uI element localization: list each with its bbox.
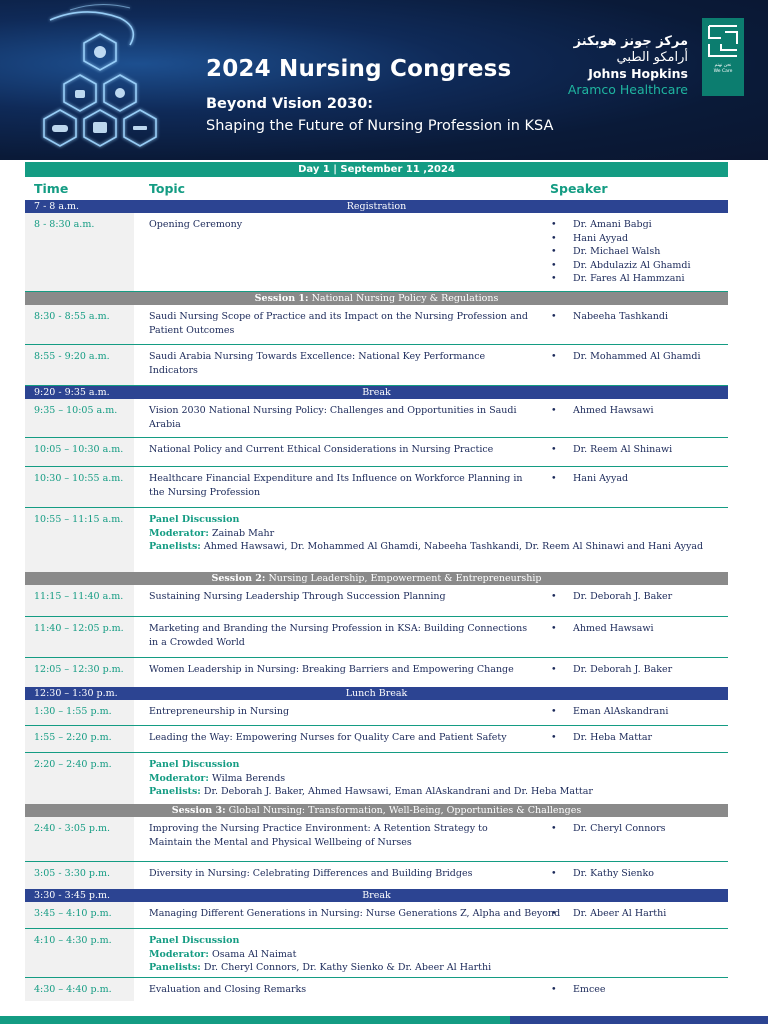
band-label: Lunch Break bbox=[345, 688, 408, 699]
moderator-name: Wilma Berends bbox=[211, 772, 286, 784]
moderator-label: Moderator: bbox=[149, 772, 209, 784]
row-topic: Sustaining Nursing Leadership Through Succession Planning bbox=[149, 591, 446, 602]
footer-navy-segment bbox=[510, 1016, 768, 1024]
row-time: 2:20 – 2:40 p.m. bbox=[25, 753, 134, 804]
row-topic: Healthcare Financial Expenditure and Its Influence on Workforce Planning in the Nursing Profession bbox=[149, 473, 523, 498]
row-topic: Women Leadership in Nursing: Breaking Barriers and Empowering Change bbox=[149, 664, 514, 675]
page-title: 2024 Nursing Congress bbox=[206, 56, 512, 82]
logo-tagline bbox=[714, 63, 733, 75]
logo-arabic-line-2: أرامكو الطبي bbox=[616, 50, 688, 65]
logo-tagline-english: We Care bbox=[713, 69, 733, 74]
speaker-item: • Eman AlAskandrani bbox=[551, 705, 668, 719]
panelists-names: Dr. Deborah J. Baker, Ahmed Hawsawi, Eman AlAskandrani and Dr. Heba Mattar bbox=[203, 786, 593, 797]
panelists-names: Ahmed Hawsawi, Dr. Mohammed Al Ghamdi, Nabeeha Tashkandi, Dr. Reem Al Shinawi and Hani Ayyad bbox=[203, 541, 704, 552]
session-3-band bbox=[25, 804, 728, 817]
row-topic: Managing Different Generations in Nursing: Nurse Generations Z, Alpha and Beyond bbox=[149, 908, 561, 919]
panel-heading: Panel Discussion bbox=[149, 759, 240, 770]
panelists-label: Panelists: bbox=[149, 786, 201, 797]
row-time: 10:05 – 10:30 a.m. bbox=[25, 438, 134, 466]
speaker-item: • Emcee bbox=[551, 983, 606, 997]
speaker-item: • Ahmed Hawsawi bbox=[551, 404, 654, 418]
row-speakers bbox=[551, 218, 690, 286]
row-time: 1:55 – 2:20 p.m. bbox=[25, 726, 134, 752]
break-band bbox=[25, 889, 728, 902]
band-time: 7 - 8 a.m. bbox=[34, 201, 80, 212]
table-row bbox=[25, 978, 728, 1001]
speaker-item: • Hani Ayyad bbox=[551, 472, 628, 486]
break-band bbox=[25, 386, 728, 399]
speaker-item: • Ahmed Hawsawi bbox=[551, 622, 654, 636]
row-time: 11:15 – 11:40 a.m. bbox=[25, 585, 134, 616]
row-time: 2:40 - 3:05 p.m. bbox=[25, 817, 134, 861]
row-time: 1:30 – 1:55 p.m. bbox=[25, 700, 134, 725]
day-label: Day 1 | September 11 ,2024 bbox=[25, 162, 728, 177]
table-row bbox=[25, 399, 728, 438]
speaker-item: • Dr. Abeer Al Harthi bbox=[551, 907, 666, 921]
moderator-name: Osama Al Naimat bbox=[211, 948, 297, 960]
table-row bbox=[25, 467, 728, 508]
speaker-item: • Dr. Deborah J. Baker bbox=[551, 663, 672, 677]
session-label: Session 3: bbox=[171, 805, 226, 816]
panel-discussion-row bbox=[25, 929, 728, 978]
table-row bbox=[25, 902, 728, 929]
speaker-item: • Nabeeha Tashkandi bbox=[551, 310, 668, 324]
column-header-topic: Topic bbox=[149, 181, 186, 196]
session-title: Nursing Leadership, Empowerment & Entrepreneurship bbox=[268, 573, 542, 584]
table-row bbox=[25, 305, 728, 345]
table-row bbox=[25, 438, 728, 467]
session-title: National Nursing Policy & Regulations bbox=[311, 293, 499, 304]
lunch-break-band bbox=[25, 687, 728, 700]
speaker-item: • Hani Ayyad bbox=[551, 232, 690, 246]
band-label: Break bbox=[362, 387, 391, 398]
speaker-item: • Dr. Kathy Sienko bbox=[551, 867, 654, 881]
table-row bbox=[25, 700, 728, 726]
logo-mark-icon bbox=[706, 22, 740, 60]
row-time: 8:55 - 9:20 a.m. bbox=[25, 345, 134, 385]
table-row bbox=[25, 585, 728, 617]
session-1-band bbox=[25, 292, 728, 305]
panelists-label: Panelists: bbox=[149, 962, 201, 973]
logo-tagline-arabic: نحن نهتم bbox=[714, 63, 732, 68]
row-time: 12:05 – 12:30 p.m. bbox=[25, 658, 134, 687]
moderator-label: Moderator: bbox=[149, 948, 209, 960]
speaker-item: • Dr. Amani Babgi bbox=[551, 218, 690, 232]
speaker-item: • Dr. Mohammed Al Ghamdi bbox=[551, 350, 701, 364]
row-topic: Diversity in Nursing: Celebrating Differences and Building Bridges bbox=[149, 868, 473, 879]
schedule-table bbox=[25, 162, 728, 1001]
org-logo-text bbox=[568, 34, 688, 98]
moderator-label: Moderator: bbox=[149, 527, 209, 539]
table-row bbox=[25, 345, 728, 386]
speaker-item: • Dr. Michael Walsh bbox=[551, 245, 690, 259]
speaker-item: • Dr. Heba Mattar bbox=[551, 731, 652, 745]
session-title: Global Nursing: Transformation, Well-Being, Opportunities & Challenges bbox=[228, 805, 582, 816]
logo-johns-hopkins: Johns Hopkins bbox=[588, 66, 688, 81]
row-topic: Entrepreneurship in Nursing bbox=[149, 706, 290, 717]
subtitle-line-1: Beyond Vision 2030: bbox=[206, 96, 374, 112]
org-logo-mark bbox=[702, 18, 744, 96]
band-label: Break bbox=[362, 890, 391, 901]
row-topic: Saudi Arabia Nursing Towards Excellence: National Key Performance Indicators bbox=[149, 351, 486, 376]
speaker-item: • Dr. Fares Al Hammzani bbox=[551, 272, 690, 286]
row-topic: Saudi Nursing Scope of Practice and its Impact on the Nursing Profession and Patient Outcomes bbox=[149, 311, 528, 336]
band-time: 3:30 - 3:45 p.m. bbox=[34, 890, 111, 901]
moderator-name: Zainab Mahr bbox=[211, 527, 275, 539]
table-row bbox=[25, 862, 728, 889]
row-time: 8:30 - 8:55 a.m. bbox=[25, 305, 134, 344]
row-time: 11:40 – 12:05 p.m. bbox=[25, 617, 134, 657]
logo-aramco-healthcare: Aramco Healthcare bbox=[567, 82, 688, 97]
session-label: Session 2: bbox=[211, 573, 266, 584]
row-time: 3:45 – 4:10 p.m. bbox=[25, 902, 134, 928]
panel-discussion-row bbox=[25, 753, 728, 804]
panelists-names: Dr. Cheryl Connors, Dr. Kathy Sienko & Dr. Abeer Al Harthi bbox=[203, 962, 492, 973]
column-header-time: Time bbox=[34, 181, 69, 196]
band-time: 9:20 - 9:35 a.m. bbox=[34, 387, 110, 398]
session-2-band bbox=[25, 572, 728, 585]
speaker-item: • Dr. Reem Al Shinawi bbox=[551, 443, 672, 457]
row-topic: Vision 2030 National Nursing Policy: Challenges and Opportunities in Saudi Arabia bbox=[149, 405, 517, 430]
row-topic: Evaluation and Closing Remarks bbox=[149, 984, 307, 995]
row-time: 10:55 – 11:15 a.m. bbox=[25, 508, 134, 572]
logo-arabic-line-1: مركز جونز هوبكنز bbox=[573, 34, 688, 49]
speaker-item: • Dr. Deborah J. Baker bbox=[551, 590, 672, 604]
session-label: Session 1: bbox=[254, 293, 309, 304]
footer-teal-segment bbox=[0, 1016, 510, 1024]
row-time: 4:10 – 4:30 p.m. bbox=[25, 929, 134, 977]
footer-bar bbox=[0, 1016, 768, 1024]
table-row bbox=[25, 617, 728, 658]
row-topic: National Policy and Current Ethical Considerations in Nursing Practice bbox=[149, 444, 494, 455]
panel-heading: Panel Discussion bbox=[149, 514, 240, 525]
row-time: 3:05 - 3:30 p.m. bbox=[25, 862, 134, 889]
row-time: 10:30 – 10:55 a.m. bbox=[25, 467, 134, 507]
table-row bbox=[25, 726, 728, 753]
table-row bbox=[25, 213, 728, 292]
panelists-label: Panelists: bbox=[149, 541, 201, 552]
band-time: 12:30 – 1:30 p.m. bbox=[34, 688, 118, 699]
registration-band bbox=[25, 200, 728, 213]
header-banner bbox=[0, 0, 768, 160]
band-label: Registration bbox=[346, 201, 407, 212]
column-headers bbox=[25, 177, 728, 200]
column-header-speaker: Speaker bbox=[550, 181, 608, 196]
healthcare-hexagon-icon bbox=[30, 0, 190, 160]
speaker-item: • Dr. Cheryl Connors bbox=[551, 822, 666, 836]
table-row bbox=[25, 817, 728, 862]
table-row bbox=[25, 658, 728, 687]
row-time: 9:35 – 10:05 a.m. bbox=[25, 399, 134, 437]
row-time: 8 - 8:30 a.m. bbox=[25, 213, 134, 291]
subtitle-line-2: Shaping the Future of Nursing Profession in KSA bbox=[206, 118, 554, 134]
row-topic: Improving the Nursing Practice Environment: A Retention Strategy to Maintain the Mental and Physical Wellbeing of Nurses bbox=[149, 823, 488, 848]
row-topic: Marketing and Branding the Nursing Profession in KSA: Building Connections in a Crowded World bbox=[149, 623, 528, 648]
row-time: 4:30 – 4:40 p.m. bbox=[25, 978, 134, 1001]
panel-discussion-row bbox=[25, 508, 728, 572]
row-topic: Leading the Way: Empowering Nurses for Quality Care and Patient Safety bbox=[149, 732, 507, 743]
speaker-item: • Dr. Abdulaziz Al Ghamdi bbox=[551, 259, 690, 273]
panel-heading: Panel Discussion bbox=[149, 935, 240, 946]
row-topic: Opening Ceremony bbox=[149, 219, 243, 230]
